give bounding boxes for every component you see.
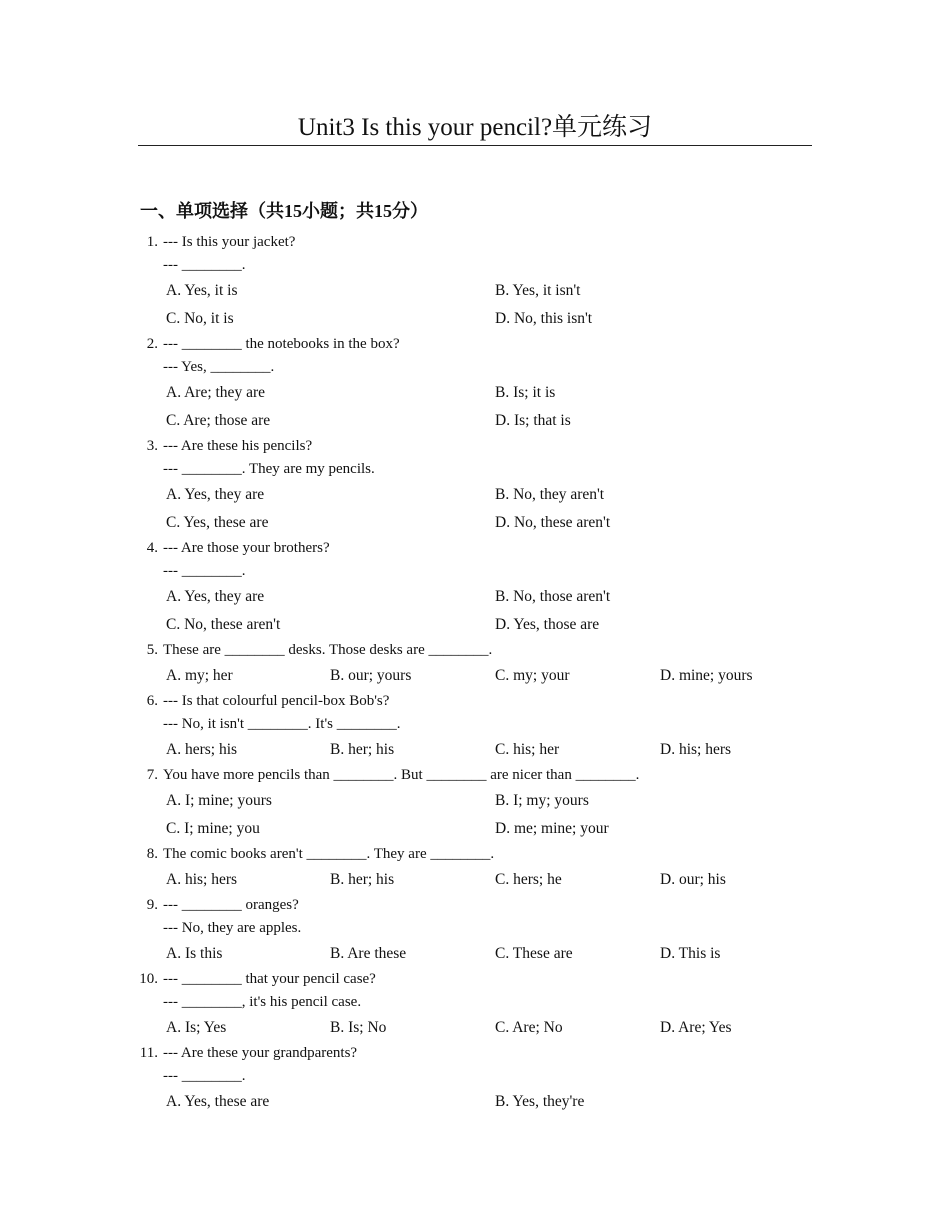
answer-option: C. hers; he bbox=[495, 871, 562, 888]
answer-option: D. No, these aren't bbox=[495, 514, 611, 531]
answer-option: C. These are bbox=[495, 945, 573, 962]
answer-option: C. Are; those are bbox=[166, 412, 271, 429]
answer-option: B. Is; No bbox=[330, 1019, 387, 1036]
answer-option: B. Yes, they're bbox=[495, 1093, 585, 1110]
document-title: Unit3 Is this your pencil?单元练习 bbox=[297, 114, 653, 141]
answer-option: A. Yes, it is bbox=[166, 282, 238, 299]
question-response-line: --- ________. bbox=[163, 1068, 246, 1084]
answer-option: B. Are these bbox=[330, 945, 407, 962]
answer-option: D. Yes, those are bbox=[495, 616, 600, 633]
question-item bbox=[0, 537, 950, 639]
question-stem: --- Are those your brothers? bbox=[163, 540, 330, 556]
question-line bbox=[0, 356, 950, 379]
options-row bbox=[0, 611, 950, 639]
question-stem: --- ________ the notebooks in the box? bbox=[163, 336, 400, 352]
question-list bbox=[0, 231, 950, 1116]
options-row bbox=[0, 277, 950, 305]
options-row bbox=[0, 509, 950, 537]
question-line bbox=[0, 639, 950, 662]
section-heading: 一、单项选择（共15小题；共15分） bbox=[140, 201, 428, 221]
question-response-line: --- Yes, ________. bbox=[163, 359, 275, 375]
question-response-line: --- No, they are apples. bbox=[163, 920, 302, 936]
question-item bbox=[0, 639, 950, 690]
question-line bbox=[0, 991, 950, 1014]
answer-option: D. Is; that is bbox=[495, 412, 571, 429]
question-number: 10. bbox=[139, 971, 158, 987]
answer-option: C. No, it is bbox=[166, 310, 234, 327]
options-row bbox=[0, 736, 950, 764]
question-response-line: --- ________. bbox=[163, 257, 246, 273]
options-row bbox=[0, 662, 950, 690]
question-number: 2. bbox=[146, 336, 158, 352]
question-number: 5. bbox=[146, 642, 158, 658]
question-number: 7. bbox=[146, 767, 158, 783]
question-line bbox=[0, 713, 950, 736]
question-line bbox=[0, 231, 950, 254]
question-line bbox=[0, 333, 950, 356]
answer-option: B. I; my; yours bbox=[495, 792, 589, 809]
answer-option: D. me; mine; your bbox=[495, 820, 609, 837]
options-row bbox=[0, 1014, 950, 1042]
question-line bbox=[0, 1065, 950, 1088]
answer-option: C. No, these aren't bbox=[166, 616, 281, 633]
options-row bbox=[0, 787, 950, 815]
answer-option: B. Yes, it isn't bbox=[495, 282, 581, 299]
question-number: 8. bbox=[146, 846, 158, 862]
question-number: 1. bbox=[146, 234, 158, 250]
answer-option: B. her; his bbox=[330, 741, 395, 758]
options-row bbox=[0, 305, 950, 333]
answer-option: C. his; her bbox=[495, 741, 560, 758]
question-number: 6. bbox=[146, 693, 158, 709]
answer-option: D. our; his bbox=[660, 871, 726, 888]
answer-option: B. her; his bbox=[330, 871, 395, 888]
answer-option: A. Yes, these are bbox=[166, 1093, 270, 1110]
question-line bbox=[0, 458, 950, 481]
question-item bbox=[0, 690, 950, 764]
answer-option: C. Yes, these are bbox=[166, 514, 269, 531]
answer-option: C. my; your bbox=[495, 667, 570, 684]
options-row bbox=[0, 583, 950, 611]
question-number: 4. bbox=[146, 540, 158, 556]
question-item bbox=[0, 231, 950, 333]
answer-option: A. Yes, they are bbox=[166, 486, 265, 503]
answer-option: A. Yes, they are bbox=[166, 588, 265, 605]
question-response-line: --- ________, it's his pencil case. bbox=[163, 994, 362, 1010]
options-row bbox=[0, 407, 950, 435]
question-stem: --- ________ oranges? bbox=[163, 897, 299, 913]
answer-option: A. Are; they are bbox=[166, 384, 265, 401]
question-line bbox=[0, 560, 950, 583]
options-row bbox=[0, 481, 950, 509]
question-stem: The comic books aren't ________. They are ________. bbox=[163, 846, 495, 862]
question-stem: --- Is that colourful pencil-box Bob's? bbox=[163, 693, 390, 709]
options-row bbox=[0, 379, 950, 407]
options-row bbox=[0, 866, 950, 894]
question-number: 11. bbox=[139, 1045, 158, 1061]
question-item bbox=[0, 894, 950, 968]
answer-option: A. Is this bbox=[166, 945, 223, 962]
question-number: 3. bbox=[146, 438, 158, 454]
title-underline bbox=[138, 145, 812, 146]
question-item bbox=[0, 843, 950, 894]
question-response-line: --- ________. bbox=[163, 563, 246, 579]
question-line bbox=[0, 894, 950, 917]
question-stem: --- ________ that your pencil case? bbox=[163, 971, 376, 987]
question-stem: --- Are these your grandparents? bbox=[163, 1045, 358, 1061]
question-line bbox=[0, 254, 950, 277]
question-stem: You have more pencils than ________. But ________ are nicer than ________. bbox=[163, 767, 640, 783]
question-stem: These are ________ desks. Those desks are ________. bbox=[163, 642, 493, 658]
question-item bbox=[0, 435, 950, 537]
question-response-line: --- ________. They are my pencils. bbox=[163, 461, 375, 477]
question-response-line: --- No, it isn't ________. It's ________. bbox=[163, 716, 401, 732]
answer-option: B. our; yours bbox=[330, 667, 412, 684]
answer-option: A. Is; Yes bbox=[166, 1019, 227, 1036]
answer-option: D. mine; yours bbox=[660, 667, 753, 684]
question-stem: --- Are these his pencils? bbox=[163, 438, 313, 454]
question-item bbox=[0, 764, 950, 843]
answer-option: C. Are; No bbox=[495, 1019, 563, 1036]
answer-option: D. This is bbox=[660, 945, 721, 962]
answer-option: A. I; mine; yours bbox=[166, 792, 272, 809]
question-line bbox=[0, 843, 950, 866]
answer-option: D. Are; Yes bbox=[660, 1019, 732, 1036]
question-line bbox=[0, 537, 950, 560]
answer-option: A. hers; his bbox=[166, 741, 238, 758]
answer-option: D. No, this isn't bbox=[495, 310, 593, 327]
answer-option: B. No, they aren't bbox=[495, 486, 605, 503]
answer-option: D. his; hers bbox=[660, 741, 732, 758]
question-stem: --- Is this your jacket? bbox=[163, 234, 296, 250]
options-row bbox=[0, 940, 950, 968]
answer-option: A. my; her bbox=[166, 667, 233, 684]
answer-option: B. No, those aren't bbox=[495, 588, 611, 605]
question-line bbox=[0, 968, 950, 991]
question-item bbox=[0, 1042, 950, 1116]
answer-option: C. I; mine; you bbox=[166, 820, 260, 837]
options-row bbox=[0, 815, 950, 843]
question-line bbox=[0, 1042, 950, 1065]
answer-option: B. Is; it is bbox=[495, 384, 556, 401]
question-line bbox=[0, 764, 950, 787]
question-line bbox=[0, 435, 950, 458]
answer-option: A. his; hers bbox=[166, 871, 238, 888]
question-number: 9. bbox=[146, 897, 158, 913]
question-line bbox=[0, 917, 950, 940]
question-item bbox=[0, 968, 950, 1042]
question-line bbox=[0, 690, 950, 713]
options-row bbox=[0, 1088, 950, 1116]
question-item bbox=[0, 333, 950, 435]
